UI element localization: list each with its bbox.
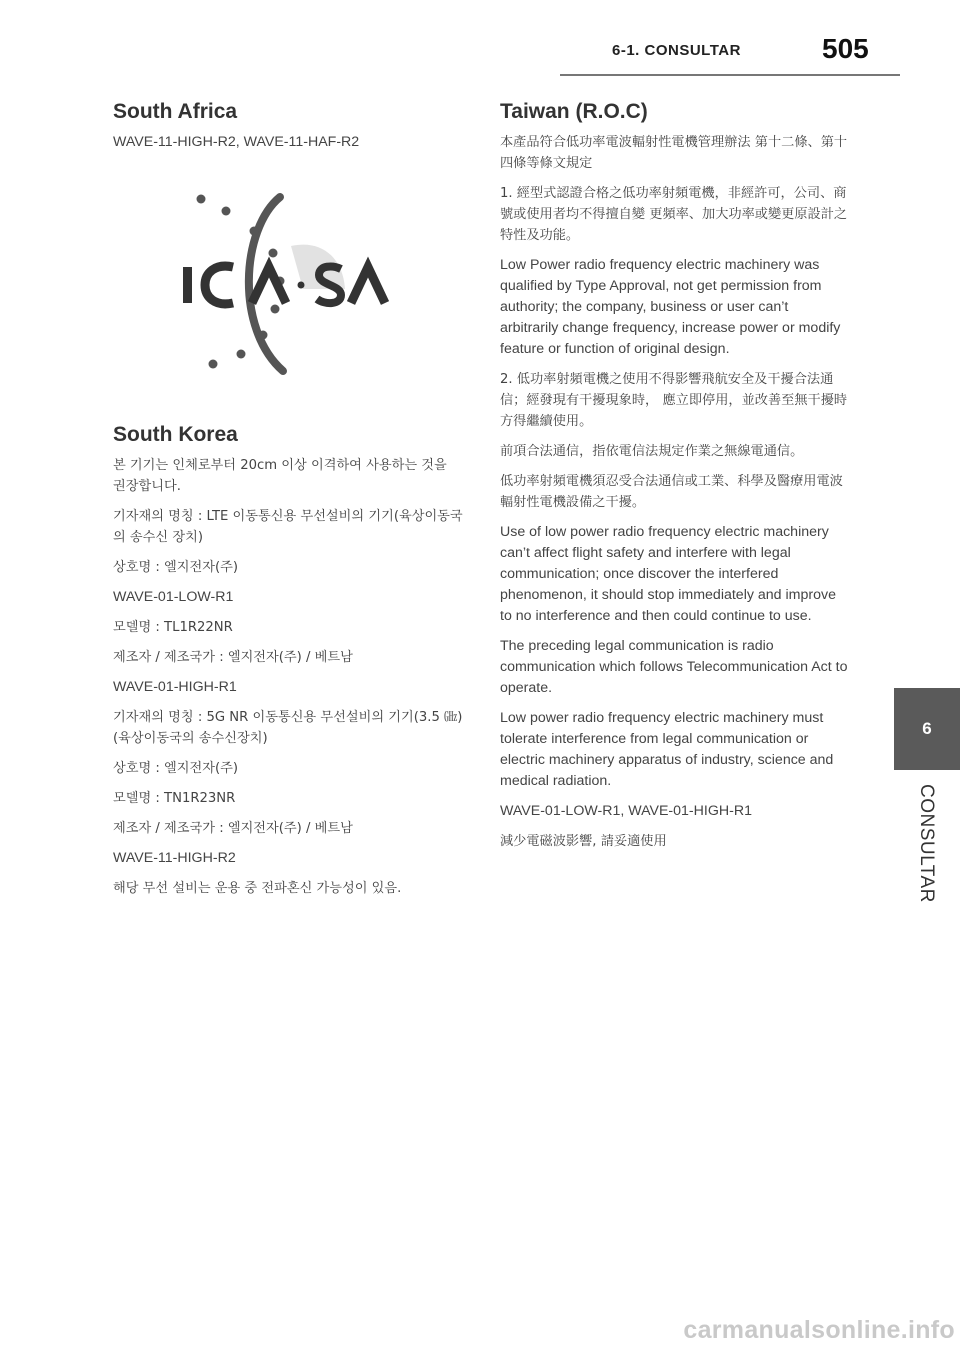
korea-paragraph: 본 기기는 인체로부터 20cm 이상 이격하여 사용하는 것을 권장합니다. xyxy=(113,458,447,494)
korea-paragraph: WAVE-11-HIGH-R2 xyxy=(113,850,236,866)
taiwan-paragraph: 前項合法通信，指依電信法規定作業之無線電通信。 xyxy=(500,444,804,459)
chapter-number: 6 xyxy=(922,719,932,738)
taiwan-paragraph: 1. 經型式認證合格之低功率射頻電機，非經許可，公司、商號或使用者均不得擅自變 更頻率、加大功率或變更原設計之特性及功能。 xyxy=(500,186,848,243)
page-header xyxy=(560,28,900,78)
taiwan-paragraph: Use of low power radio frequency electric machinery can’t affect flight safety and interfere with legal communication; once discover the interfered phenomenon, it should stop immediately and improve to no interference and then could continue to use. xyxy=(500,524,836,624)
watermark: carmanualsonline.info xyxy=(683,1316,955,1344)
taiwan-paragraph: WAVE-01-LOW-R1, WAVE-01-HIGH-R1 xyxy=(500,803,752,819)
korea-paragraph: 상호명 : 엘지전자(주) xyxy=(113,560,239,575)
korea-paragraph: WAVE-01-LOW-R1 xyxy=(113,589,234,605)
chapter-label: CONSULTAR xyxy=(916,784,937,903)
korea-paragraph: 모델명 : TL1R22NR xyxy=(113,620,233,635)
section-taiwan xyxy=(500,100,850,852)
section-title: 6-1. CONSULTAR xyxy=(612,42,741,59)
korea-paragraph: 제조자 / 제조국가 : 엘지전자(주) / 베트남 xyxy=(113,650,353,665)
section-south-korea xyxy=(113,423,463,899)
korea-paragraph: 모델명 : TN1R23NR xyxy=(113,791,236,806)
korea-paragraph: 기자재의 명칭 : 5G NR 이동통신용 무선설비의 기기(3.5 ㎓)(육상이동국의 송수신장치) xyxy=(113,710,463,746)
korea-paragraph: 상호명 : 엘지전자(주) xyxy=(113,761,239,776)
taiwan-paragraph: 2. 低功率射頻電機之使用不得影響飛航安全及干擾合法通信；經發現有干擾現象時， 應立即停用，並改善至無干擾時方得繼續使用。 xyxy=(500,372,848,429)
heading-taiwan: Taiwan (R.O.C) xyxy=(500,100,648,123)
right-column xyxy=(500,100,850,861)
chapter-label-wrap xyxy=(894,780,960,910)
taiwan-paragraph: 本產品符合低功率電波輻射性電機管理辦法 第十二條、第十四條等條文規定 xyxy=(500,135,848,171)
chapter-tab[interactable] xyxy=(894,688,960,770)
taiwan-paragraph: 減少電磁波影響, 請妥適使用 xyxy=(500,834,667,849)
page-number: 505 xyxy=(822,33,869,64)
heading-south-korea: South Korea xyxy=(113,423,238,446)
taiwan-paragraph: 低功率射頻電機須忍受合法通信或工業、科學及醫療用電波輻射性電機設備之干擾。 xyxy=(500,474,843,510)
taiwan-paragraph: Low Power radio frequency electric machinery was qualified by Type Approval, not get permission from authority; the company, business or user can’t arbitrarily change frequency, increase power or modify feature or function of original design. xyxy=(500,257,841,357)
icasa-logo xyxy=(183,189,393,379)
section-south-africa xyxy=(113,100,463,379)
taiwan-paragraph: The preceding legal communication is radio communication which follows Telecommunication Act to operate. xyxy=(500,638,848,696)
korea-paragraph: 제조자 / 제조국가 : 엘지전자(주) / 베트남 xyxy=(113,821,353,836)
korea-paragraph: WAVE-01-HIGH-R1 xyxy=(113,679,237,695)
south-africa-models: WAVE-11-HIGH-R2, WAVE-11-HAF-R2 xyxy=(113,134,360,150)
header-rule xyxy=(560,74,900,76)
korea-paragraph: 해당 무선 설비는 운용 중 전파혼신 가능성이 있음. xyxy=(113,881,402,896)
left-column xyxy=(113,100,463,908)
korea-paragraph: 기자재의 명칭 : LTE 이동통신용 무선설비의 기기(육상이동국의 송수신 장치) xyxy=(113,509,463,545)
heading-south-africa: South Africa xyxy=(113,100,238,123)
taiwan-paragraph: Low power radio frequency electric machinery must tolerate interference from legal communication or electric machinery apparatus of industry, science and medical radiation. xyxy=(500,710,834,789)
